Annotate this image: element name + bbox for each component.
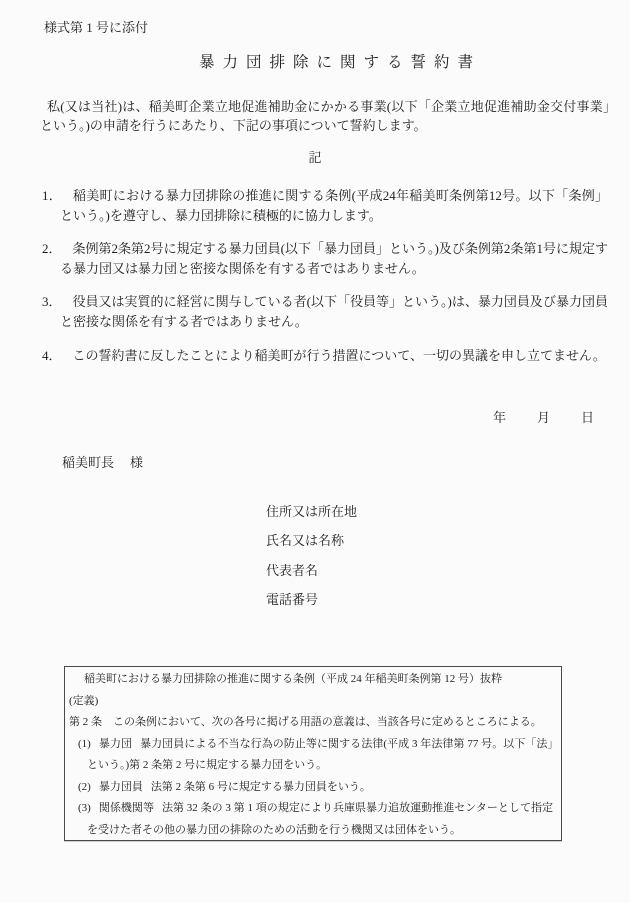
pledge-item-1-number: 1． — [42, 188, 63, 203]
excerpt-clause-1 — [78, 734, 553, 777]
pledge-item-4-text: この誓約書に反したことにより稲美町が行う措置について、一切の異議を申し立てません。 — [72, 347, 606, 363]
pledge-item-3 — [42, 292, 608, 331]
pledge-item-3-number: 3． — [42, 294, 62, 310]
form-note: 様式第 1 号に添付 — [44, 20, 149, 35]
intro-paragraph: 私(又は当社)は、稲美町企業立地促進補助金にかかる事業(以下「企業立地促進補助金交付事業」という。)の申請を行うにあたり、下記の事項について誓約します。 — [40, 99, 616, 134]
excerpt-clause-3-term: 関係機関等 — [98, 802, 154, 814]
pledge-item-2-text: 条例第2条第2号に規定する暴力団員(以下「暴力団員」という。)及び条例第2条第1号に規定する暴力団又は暴力団と密接な関係を有する者ではありません。 — [60, 241, 608, 276]
excerpt-clause-1-number: (1) — [78, 737, 91, 750]
date-day-label: 日 — [581, 410, 595, 425]
date-year-label: 年 — [493, 410, 507, 425]
pledge-item-2 — [42, 239, 608, 278]
pledge-list — [42, 186, 608, 379]
date-line — [493, 411, 594, 424]
excerpt-clause-2 — [78, 777, 553, 799]
excerpt-clause-1-term: 暴力団 — [98, 737, 133, 750]
pledge-item-4 — [42, 346, 608, 366]
signer-field-phone: 電話番号 — [266, 592, 319, 608]
signer-field-address: 住所又は所在地 — [266, 504, 358, 519]
excerpt-title: 稲美町における暴力団排除の推進に関する条例（平成 24 年稲美町条例第 12 号）抜粋 — [84, 673, 502, 685]
document-title: 暴力団排除に関する誓約書 — [198, 54, 481, 71]
ordinance-excerpt-box — [64, 666, 562, 841]
recipient-name: 稲美町長 — [62, 455, 115, 470]
excerpt-clause-3-text: 法第 32 条の 3 第 1 項の規定により兵庫県暴力追放運動推進センターとして指定を受けた者その他の暴力団の排除のための活動を行う機関又は団体をいう。 — [87, 802, 553, 836]
signer-field-representative: 代表者名 — [266, 562, 319, 578]
pledge-item-1-text: 稲美町における暴力団排除の推進に関する条例(平成24年稲美町条例第12号。以下「条例」という。)を遵守し、暴力団排除に積極的に協力します。 — [60, 188, 608, 223]
excerpt-definition-label: (定義) — [69, 694, 99, 707]
excerpt-article-2: 第 2 条 この条例において、次の各号に掲げる用語の意義は、当該各号に定めるところによる。 — [69, 716, 542, 728]
date-month-label: 月 — [537, 410, 551, 425]
excerpt-clause-1-text: 暴力団員による不当な行為の防止等に関する法律(平成 3 年法律第 77 号。以下「法」という。)第 2 条第 2 号に規定する暴力団をいう。 — [87, 737, 553, 771]
excerpt-clause-2-term: 暴力団員 — [98, 780, 143, 793]
pledge-item-1 — [42, 186, 608, 225]
excerpt-clause-2-text: 法第 2 条第 6 号に規定する暴力団員をいう。 — [150, 780, 371, 793]
excerpt-clause-2-number: (2) — [78, 780, 91, 793]
excerpt-clause-3 — [78, 798, 553, 841]
recipient-line — [62, 456, 143, 469]
pledge-item-4-number: 4． — [42, 347, 62, 363]
pledge-item-3-text: 役員又は実質的に経営に関与している者(以下「役員等」という。)は、暴力団員及び暴力団員と密接な関係を有する者ではありません。 — [60, 294, 608, 329]
excerpt-clause-3-number: (3) — [78, 802, 91, 814]
pledge-item-2-number: 2． — [42, 241, 62, 257]
signer-fields-block — [266, 505, 357, 623]
section-marker-ki: 記 — [308, 150, 322, 165]
signer-field-name: 氏名又は名称 — [266, 533, 345, 549]
recipient-honorific: 様 — [130, 455, 144, 470]
